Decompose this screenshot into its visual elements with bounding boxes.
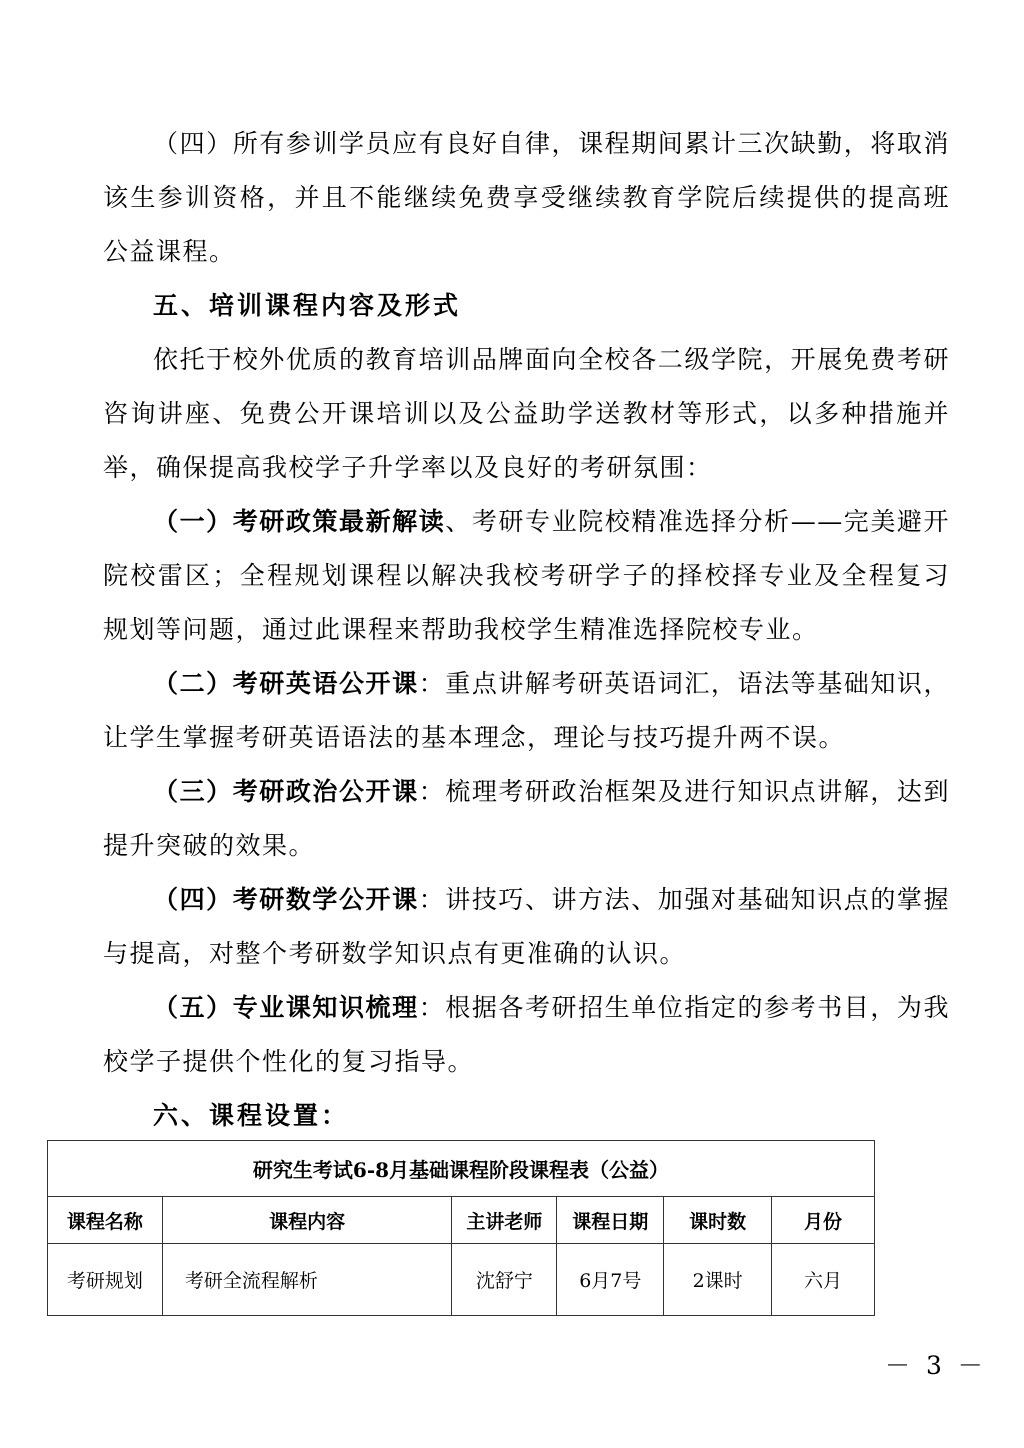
- list-item-5-text: ：根据各考研招生单位指定的参考书目，为我校学子提供个性化的复习指导。: [103, 993, 950, 1076]
- list-item-2-text: ：重点讲解考研英语词汇，语法等基础知识，让学生掌握考研英语语法的基本理念，理论与技巧提升两不误。: [103, 669, 950, 752]
- header-hours: 课时数: [664, 1197, 772, 1244]
- header-teacher: 主讲老师: [452, 1197, 557, 1244]
- table-title: 研究生考试6-8月基础课程阶段课程表（公益）: [48, 1141, 875, 1197]
- list-item-4: [103, 873, 950, 981]
- list-item-5: [103, 981, 950, 1089]
- header-course-content: 课程内容: [162, 1197, 452, 1244]
- cell-teacher: 沈舒宁: [452, 1244, 557, 1316]
- list-item-4-title: （四）考研数学公开课: [153, 885, 419, 914]
- document-body: [103, 117, 950, 1143]
- cell-date: 6月7号: [557, 1244, 664, 1316]
- course-schedule-table: [47, 1140, 875, 1316]
- paragraph-intro: 依托于校外优质的教育培训品牌面向全校各二级学院，开展免费考研咨询讲座、免费公开课培训以及公益助学送教材等形式，以多种措施并举，确保提高我校学子升学率以及良好的考研氛围：: [103, 345, 950, 482]
- header-date: 课程日期: [557, 1197, 664, 1244]
- header-course-name: 课程名称: [48, 1197, 163, 1244]
- list-item-1: [103, 495, 950, 657]
- list-item-1-title: （一）考研政策最新解读: [153, 507, 446, 536]
- table-header-row: [48, 1197, 875, 1244]
- list-item-2: [103, 657, 950, 765]
- list-item-1-text: 、考研专业院校精准选择分析——完美避开院校雷区；全程规划课程以解决我校考研学子的择校择专业及全程复习规划等问题，通过此课程来帮助我校学生精准选择院校专业。: [103, 507, 950, 644]
- list-item-2-title: （二）考研英语公开课: [153, 669, 419, 698]
- section-heading-6: 六、课程设置：: [153, 1101, 350, 1130]
- section-heading-5: 五、培训课程内容及形式: [153, 291, 462, 320]
- cell-course-name: 考研规划: [48, 1244, 163, 1316]
- header-month: 月份: [772, 1197, 875, 1244]
- cell-hours: 2课时: [664, 1244, 772, 1316]
- cell-month: 六月: [772, 1244, 875, 1316]
- list-item-3: [103, 765, 950, 873]
- page-number: － 3 －: [885, 1351, 987, 1380]
- list-item-3-text: ：梳理考研政治框架及进行知识点讲解，达到提升突破的效果。: [103, 777, 950, 860]
- cell-course-content: 考研全流程解析: [162, 1244, 452, 1316]
- paragraph-attendance: （四）所有参训学员应有良好自律，课程期间累计三次缺勤，将取消该生参训资格，并且不能继续免费享受继续教育学院后续提供的提高班公益课程。: [103, 129, 950, 266]
- list-item-3-title: （三）考研政治公开课: [153, 777, 419, 806]
- list-item-4-text: ：讲技巧、讲方法、加强对基础知识点的掌握与提高，对整个考研数学知识点有更准确的认识。: [103, 885, 950, 968]
- course-schedule-table-wrapper: [47, 1140, 875, 1316]
- table-row: [48, 1244, 875, 1316]
- list-item-5-title: （五）专业课知识梳理: [153, 993, 419, 1022]
